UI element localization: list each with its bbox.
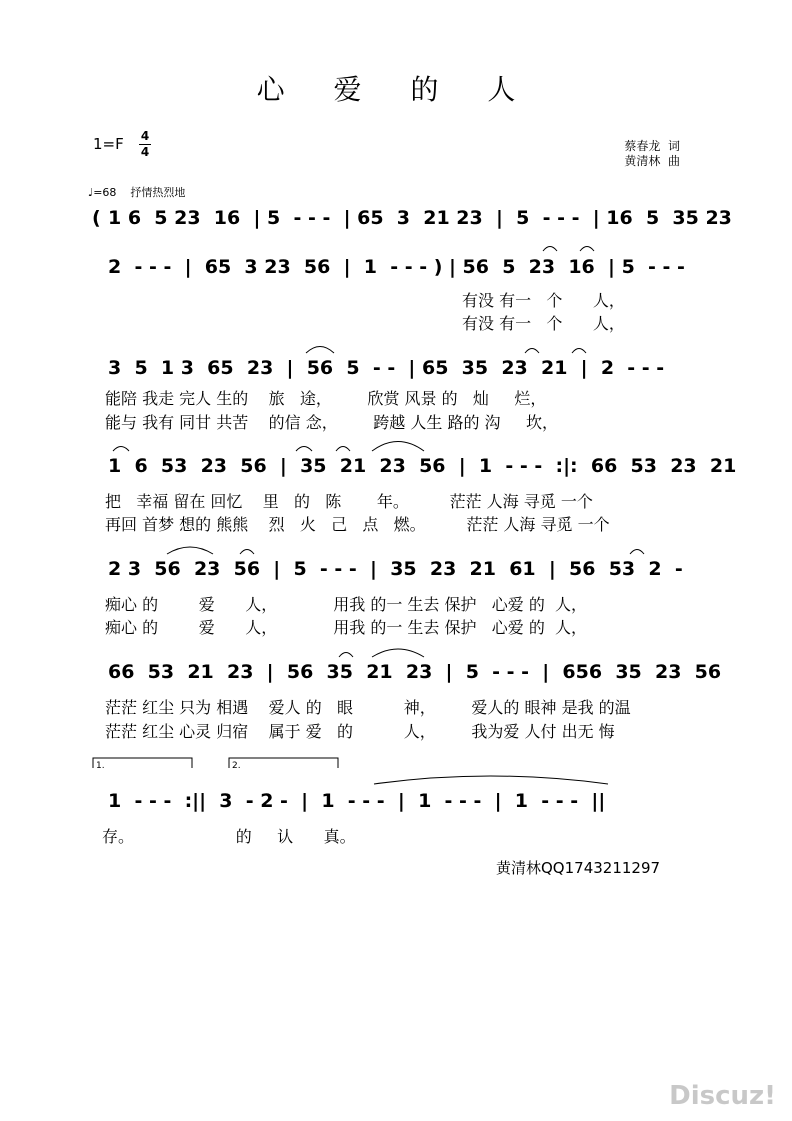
page-title: 心 爱 的 人 xyxy=(256,73,536,106)
score-row-1: 1 6 5 23 16 | 5 - - - | 65 3 21 23 | 5 - - - | 16 5 35 23 xyxy=(108,207,732,229)
composer-credit: 黄清林 曲 xyxy=(624,154,680,168)
score-row-5: 2 3 56 23 56 | 5 - - - | 35 23 21 61 | 56 53 2 - xyxy=(108,558,683,580)
lyric-row-4-verse-1: 把 幸福 留在 回忆 里 的 陈 年。 茫茫 人海 寻觅 一个 xyxy=(105,492,593,511)
slur-mark xyxy=(113,447,129,452)
lyric-row-4-verse-2: 再回 首梦 想的 熊熊 烈 火 己 点 燃。 茫茫 人海 寻觅 一个 xyxy=(105,515,610,534)
signature-text: 黄清林QQ1743211297 xyxy=(496,859,661,877)
lyric-row-2-verse-1: 有没 有一 个 人， xyxy=(462,291,625,310)
slur-mark xyxy=(525,349,539,354)
lyric-row-3-verse-2: 能与 我有 同甘 共苦 的信 念， 跨越 人生 路的 沟 坎， xyxy=(105,413,558,432)
lyric-row-7-verse-1: 存。 的 认 真。 xyxy=(102,827,356,846)
watermark-logo: Discuz! xyxy=(669,1081,776,1111)
key-signature: 1=F xyxy=(93,135,124,153)
slur-mark xyxy=(336,447,350,452)
lyric-row-3-verse-1: 能陪 我走 完人 生的 旅 途， 欣赏 风景 的 灿 烂， xyxy=(105,389,547,408)
volta-bracket xyxy=(93,758,192,768)
slur-mark xyxy=(372,442,424,452)
score-row-3: 3 5 1 3 65 23 | 56 5 - - | 65 35 23 21 | 2 - - - xyxy=(108,357,665,379)
lyricist-credit: 蔡春龙 词 xyxy=(624,139,680,153)
volta-2-label: 2. xyxy=(232,761,241,771)
slur-mark xyxy=(306,347,334,354)
time-signature-denominator: 4 xyxy=(140,145,150,159)
score-row-4: 1 6 53 23 56 | 35 21 23 56 | 1 - - - :|: 66 53 23 21 xyxy=(108,455,737,477)
volta-bracket xyxy=(229,758,338,768)
score-row-6: 66 53 21 23 | 56 35 21 23 | 5 - - - | 656 35 23 56 xyxy=(108,661,722,683)
time-signature-numerator: 4 xyxy=(140,129,150,143)
lyric-row-6-verse-1: 茫茫 红尘 只为 相遇 爱人 的 眼 神， 爱人的 眼神 是我 的温 xyxy=(105,698,631,717)
slur-mark xyxy=(572,349,586,354)
slur-mark xyxy=(630,550,644,555)
slur-mark xyxy=(580,247,594,252)
lyric-row-5-verse-2: 痴心 的 爱 人， 用我 的一 生去 保护 心爱 的 人， xyxy=(105,618,588,637)
tempo-marking: ♩=68 抒情热烈地 xyxy=(88,186,186,199)
tie-mark xyxy=(374,776,608,784)
slur-mark xyxy=(543,247,557,252)
slur-mark xyxy=(372,649,424,657)
volta-1-label: 1. xyxy=(96,761,105,771)
score-row-2: 2 - - - | 65 3 23 56 | 1 - - - ) | 56 5 23 16 | 5 - - - xyxy=(108,256,685,278)
slur-mark xyxy=(296,447,312,452)
score-row-7: 1 - - - :|| 3 - 2 - | 1 - - - | 1 - - - | 1 - - - || xyxy=(108,790,606,812)
lyric-row-2-verse-2: 有没 有一 个 人， xyxy=(462,314,625,333)
intro-paren: ( xyxy=(92,207,101,229)
slur-mark xyxy=(167,547,213,554)
slur-mark xyxy=(339,653,353,658)
lyric-row-6-verse-2: 茫茫 红尘 心灵 归宿 属于 爱 的 人， 我为爱 人付 出无 悔 xyxy=(105,722,615,741)
slur-mark xyxy=(240,550,254,555)
lyric-row-5-verse-1: 痴心 的 爱 人， 用我 的一 生去 保护 心爱 的 人， xyxy=(105,595,588,614)
